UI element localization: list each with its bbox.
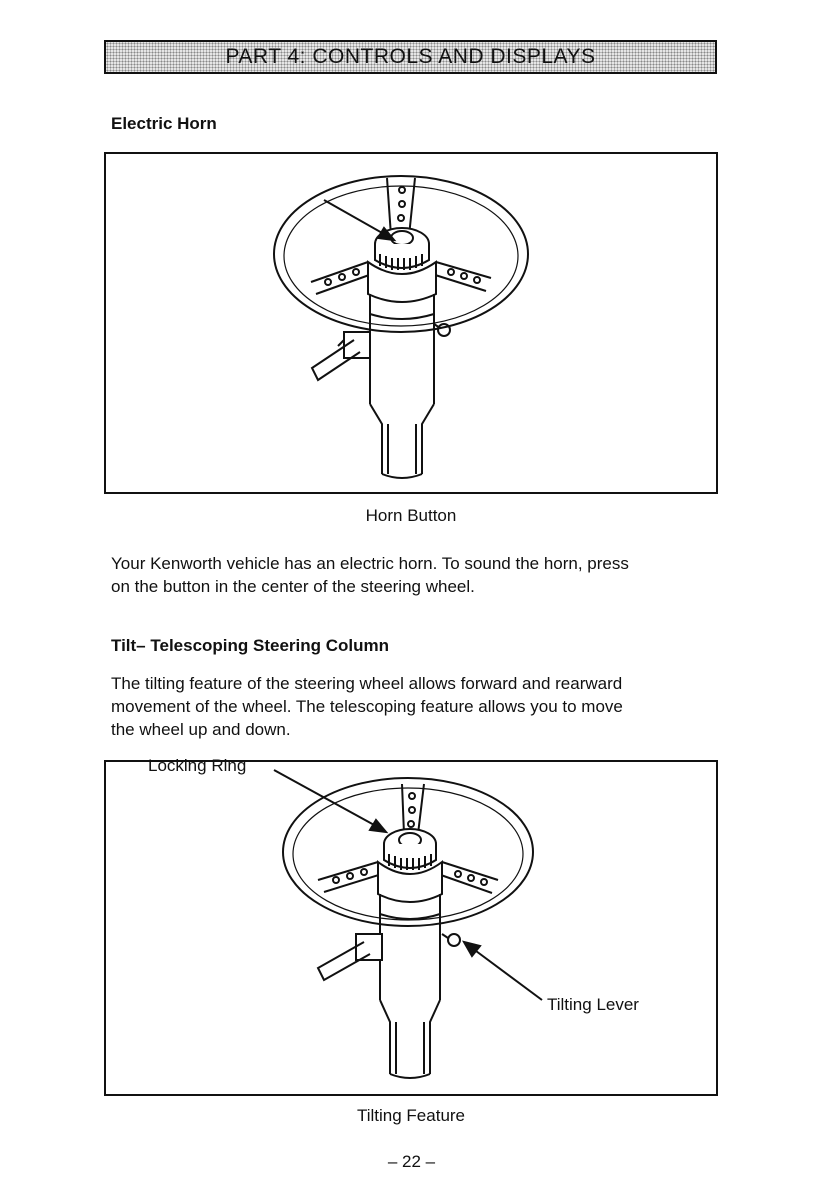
- steering-column-illustration: [106, 762, 720, 1098]
- callout-tilting-lever: Tilting Lever: [547, 995, 639, 1014]
- callout-locking-ring: Locking Ring: [148, 756, 247, 775]
- section-header: [104, 40, 717, 74]
- heading-tilt-telescoping: Tilt– Telescoping Steering Column: [111, 636, 390, 655]
- section-title: PART 4: CONTROLS AND DISPLAYS: [225, 45, 596, 68]
- page-number: – 22 –: [387, 1152, 436, 1171]
- caption-horn-button: Horn Button: [365, 506, 457, 525]
- paragraph-horn-line-2: on the button in the center of the steering wheel.: [111, 577, 475, 596]
- paragraph-tilt-line-1: The tilting feature of the steering wheel allows forward and rearward: [111, 674, 623, 693]
- paragraph-tilt-line-2: movement of the wheel. The telescoping feature allows you to move: [111, 697, 623, 716]
- figure-horn-button: [104, 152, 718, 494]
- heading-electric-horn: Electric Horn: [111, 114, 217, 133]
- steering-wheel-illustration: [106, 154, 720, 496]
- paragraph-tilt-line-3: the wheel up and down.: [111, 720, 291, 739]
- paragraph-tilt: [111, 672, 731, 741]
- paragraph-horn: [111, 552, 731, 598]
- figure-tilting-feature: [104, 760, 718, 1096]
- caption-tilting-feature: Tilting Feature: [356, 1106, 466, 1125]
- paragraph-horn-line-1: Your Kenworth vehicle has an electric horn. To sound the horn, press: [111, 554, 629, 573]
